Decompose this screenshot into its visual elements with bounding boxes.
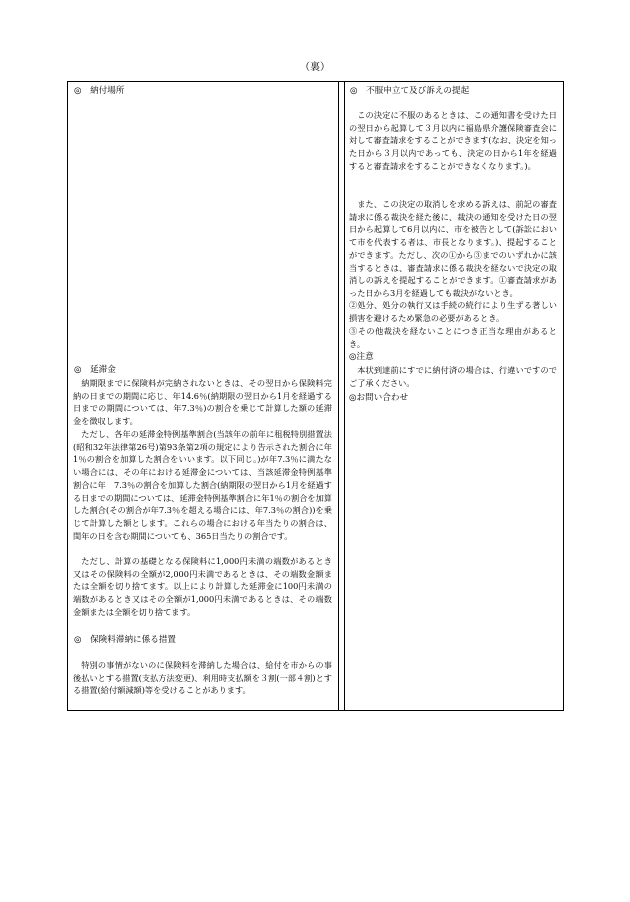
left-column (68, 82, 339, 710)
appeal-item-2: ②処分、処分の執行又は手続の続行により生ずる著しい損害を避けるため緊急の必要があるとき。 (349, 300, 557, 323)
late-fee-paragraph-1: 納期限までに保険料が完納されないときは、その翌日から保険料完納の日までの期間に応じ、年14.6％(納期限の翌日から1月を経過する日までの期間については、年7.3％)の割合を乗じて計算した額の延滞金を徴収します。 (73, 378, 332, 427)
right-column (345, 82, 563, 710)
appeal-paragraph-2: また、この決定の取消しを求める訴えは、前記の審査請求に係る裁決を経た後に、裁決の通知を受けた日の翌日から起算して6月以内に、市を被告として(訴訟において市を代表する者は、市長となります。)、提起することができます。ただし、次の①から③までのいずれかに該当するときは、審査請求に係る裁決を経ないで決定の取消しの訴えを提起することができます。①審査請求があった日から3月を経過しても裁決がないとき。 (349, 199, 557, 298)
arrears-measures-paragraph: 特別の事情がないのに保険料を滞納した場合は、給付を市からの事後払いとする措置(支払方法変更)、利用時支払額を３割(一部４割)とする措置(給付額減額)等を受けることがあります。 (73, 660, 332, 696)
late-fee-paragraph-3: ただし、計算の基礎となる保険料に1,000円未満の端数があるとき又はその保険料の全額が2,000円未満であるときは、その端数金額または全額を切り捨てます。以上により計算した延滞金に100円未満の端数があるとき又はその全額が1,000円未満であるときは、その端数金額または全額を切り捨てます。 (73, 556, 332, 617)
payment-place-title: ◎ 納付場所 (74, 86, 125, 96)
notice-back-frame (67, 81, 564, 711)
notice-paragraph: 本状到達前にすでに納付済の場合は、行違いですのでご了承ください。 (349, 365, 557, 388)
notice-title: ◎注意 (349, 352, 374, 362)
arrears-measures-title: ◎ 保険料滞納に係る措置 (74, 635, 177, 645)
appeal-item-3: ③その他裁決を経ないことにつき正当な理由があるとき。 (349, 326, 557, 349)
appeal-title: ◎ 不服申立て及び訴えの提起 (350, 86, 470, 96)
late-fee-paragraph-2: ただし、各年の延滞金特例基準割合(当該年の前年に租税特別措置法(昭和32年法律第26号)第93条第2項の規定により告示された割合に年1％の割合を加算した割合をいいます。以下同じ。)が年7.3％に満たない場合には、その年における延滞金については、当該延滞金特例基準割合に年 7.3％の割合を加算した割合(納期限の翌日から1月を経過する日までの期間については、延滞金特例基準割合に年1％の割合を加算した割合(その割合が年7.3％を超える場合には、年7.3％の割合))を乗じて計算した額とします。これらの場合における年当たりの割合は、閏年の日を含む期間についても、365日当たりの割合です。 (73, 429, 332, 541)
page-side-label: （裏） (300, 62, 330, 73)
late-fee-title: ◎ 延滞金 (74, 365, 116, 375)
inquiry-title: ◎お問い合わせ (349, 393, 409, 403)
appeal-paragraph-1: この決定に不服のあるときは、この通知書を受けた日の翌日から起算して３月以内に福島県介護保険審査会に対して審査請求をすることができます(なお、決定を知った日から３月以内であっても、決定の日から1年を経過すると審査請求をすることができなくなります。)。 (349, 110, 557, 171)
